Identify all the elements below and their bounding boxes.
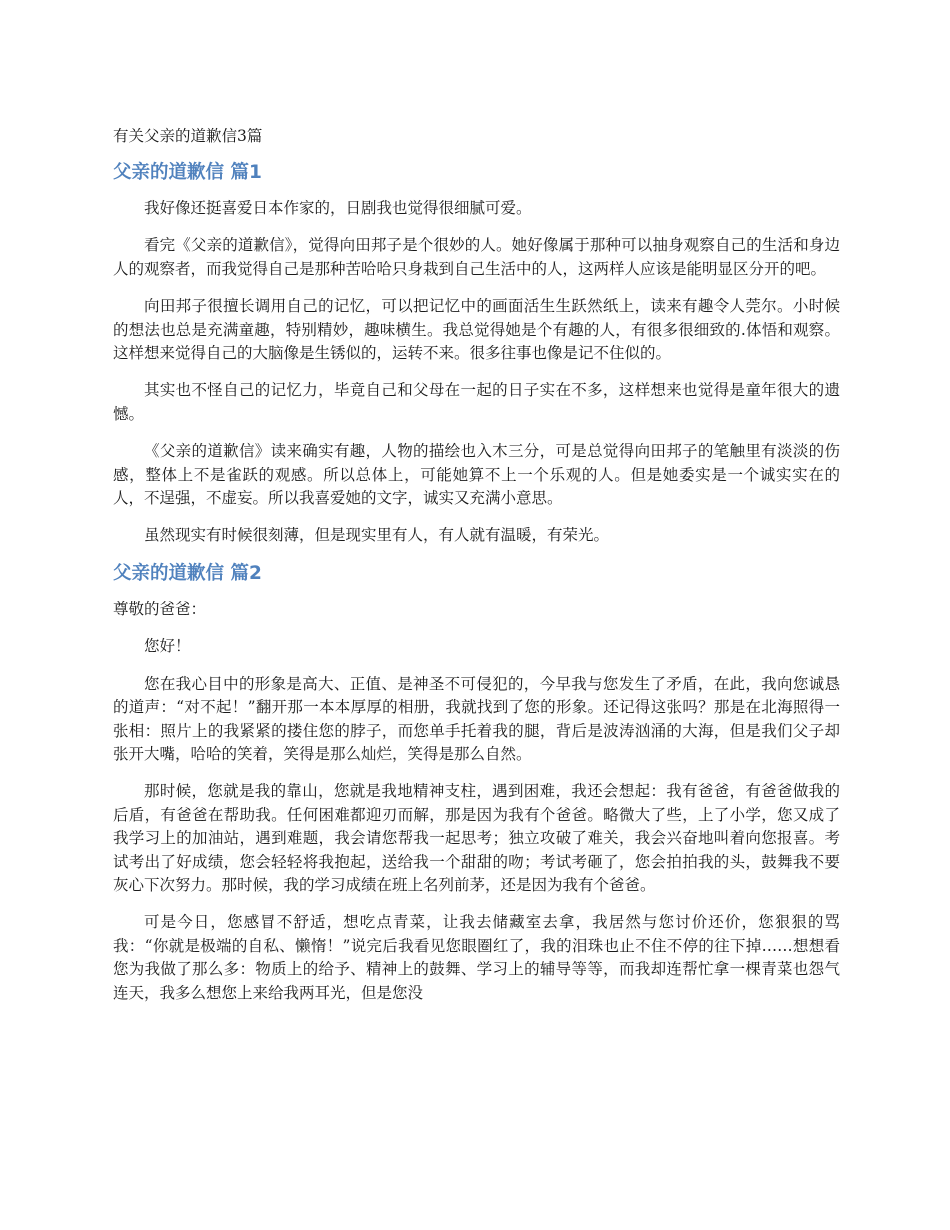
paragraph: 虽然现实有时候很刻薄，但是现实里有人，有人就有温暖，有荣光。 (144, 526, 610, 545)
paragraph: 您在我心目中的形象是高大、正值、是神圣不可侵犯的，今早我与您发生了矛盾，在此，我向您诚恳的道声：“对不起！”翻开那一本本厚厚的相册，我就找到了您的形象。还记得这张吗？那是在北海照得一张相：照片上的我紧紧的搂住您的脖子，而您单手托着我的腿，背后是波涛汹涌的大海，但是我们父子却张开大嘴，哈哈的笑着，笑得是那么灿烂，笑得是那么自然。 (113, 674, 840, 763)
salutation: 尊敬的爸爸： (113, 599, 207, 618)
paragraph: 那时候，您就是我的靠山，您就是我地精神支柱，遇到困难，我还会想起：我有爸爸，有爸爸做我的后盾，有爸爸在帮助我。任何困难都迎刃而解，那是因为我有个爸爸。略微大了些，上了小学，您又成了我学习上的加油站，遇到难题，我会请您帮我一起思考；独立攻破了难关，我会兴奋地叫着向您报喜。考试考出了好成绩，您会轻轻将我抱起，送给我一个甜甜的吻；考试考砸了，您会拍拍我的头，鼓舞我不要灰心下次努力。那时候，我的学习成绩在班上名列前茅，还是因为我有个爸爸。 (113, 782, 840, 894)
paragraph: 其实也不怪自己的记忆力，毕竟自己和父母在一起的日子实在不多，这样想来也觉得是童年很大的遗憾。 (113, 381, 840, 423)
document-title: 有关父亲的道歉信3篇 (113, 127, 263, 145)
section-heading: 父亲的道歉信 篇2 (113, 562, 262, 584)
paragraph: 您好！ (144, 637, 191, 656)
paragraph: 可是今日，您感冒不舒适，想吃点青菜，让我去储藏室去拿，我居然与您讨价还价，您狠狠的骂我：“你就是极端的自私、懒惰！”说完后我看见您眼圈红了，我的泪珠也止不住不停的往下掉……想想看您为我做了那么多：物质上的给予、精神上的鼓舞、学习上的辅导等等，而我却连帮忙拿一棵青菜也怨气连天，我多么想您上来给我两耳光，但是您没 (113, 913, 840, 1002)
paragraph: 《父亲的道歉信》读来确实有趣，人物的描绘也入木三分，可是总觉得向田邦子的笔触里有淡淡的伤感，整体上不是雀跃的观感。所以总体上，可能她算不上一个乐观的人。但是她委实是一个诚实实在的人，不逞强，不虚妄。所以我喜爱她的文字，诚实又充满小意思。 (113, 442, 840, 508)
section-1 (113, 161, 840, 548)
section-heading: 父亲的道歉信 篇1 (113, 162, 262, 183)
paragraph: 向田邦子很擅长调用自己的记忆，可以把记忆中的画面活生生跃然纸上，读来有趣令人莞尔。小时候的想法也总是充满童趣，特别精妙，趣味横生。我总觉得她是个有趣的人，有很多很细致的.体悟和观察。这样想来觉得自己的大脑像是生锈似的，运转不来。很多往事也像是记不住似的。 (113, 297, 840, 363)
section-2 (113, 562, 840, 1005)
paragraph: 我好像还挺喜爱日本作家的，日剧我也觉得很细腻可爱。 (144, 199, 532, 217)
paragraph: 看完《父亲的道歉信》，觉得向田邦子是个很妙的人。她好像属于那种可以抽身观察自己的生活和身边人的观察者，而我觉得自己是那种苦哈哈只身栽到自己生活中的人，这两样人应该是能明显区分开的吧。 (113, 236, 840, 278)
document-page (113, 125, 840, 1019)
